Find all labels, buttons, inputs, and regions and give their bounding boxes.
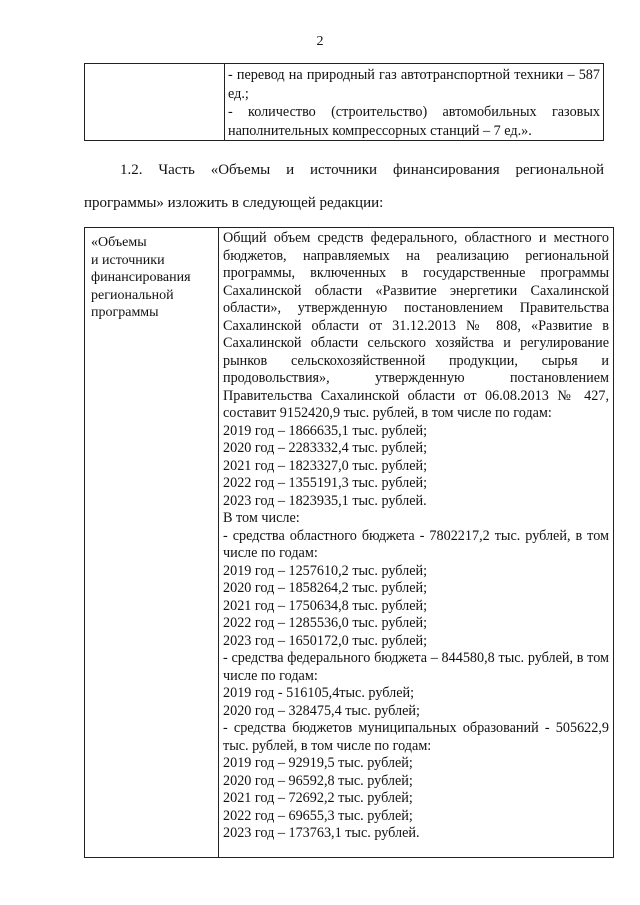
regional-year-line: 2023 год – 1650172,0 тыс. рублей; <box>223 632 428 649</box>
federal-year-line: 2020 год – 328475,4 тыс. рублей; <box>223 702 420 719</box>
total-financing-text: Общий объем средств федерального, областного и местного бюджетов, направляемых на реализацию региональной программы, включенных в государственные программы Сахалинской области «Развитие энергетики Сахалинской области», утвержденную постановлением Правительства Сахалинской области от 31.12.2013 № 808, «Развитие в Сахалинской области сельского хозяйства и регулирование рынков сельскохозяйственной продукции, сырья и продовольствия», утвержденную постановлением Правительства Сахалинской области от 06.08.2013 № 427, составит 9152420,9 тыс. рублей, в том числе по годам: <box>223 230 609 421</box>
top-table-item: - перевод на природный газ автотранспортной техники – 587 ед.; <box>228 67 600 102</box>
federal-year-line: 2019 год - 516105,4тыс. рублей; <box>223 685 415 701</box>
total-year-line: 2019 год – 1866635,1 тыс. рублей; <box>223 422 428 439</box>
financing-table-content-cell <box>219 228 613 857</box>
total-year-line: 2022 год – 1355191,3 тыс. рублей; <box>223 475 428 491</box>
in-that-label: В том числе: <box>223 510 300 526</box>
financing-table-label-cell <box>85 228 219 857</box>
top-table-left-cell <box>85 64 225 140</box>
regional-year-line: 2020 год – 1858264,2 тыс. рублей; <box>223 580 428 596</box>
regional-year-line: 2019 год – 1257610,2 тыс. рублей; <box>223 562 428 579</box>
municipal-year-line: 2022 год – 69655,3 тыс. рублей; <box>223 807 413 824</box>
federal-budget-text: - средства федерального бюджета – 844580,8 тыс. рублей, в том числе по годам: <box>223 650 609 684</box>
amendment-paragraph: 1.2. Часть «Объемы и источники финансирования региональной программы» изложить в следующей редакции: <box>84 162 604 211</box>
page-number: 2 <box>316 34 324 49</box>
regional-year-line: 2022 год – 1285536,0 тыс. рублей; <box>223 615 428 631</box>
municipal-year-line: 2023 год – 173763,1 тыс. рублей. <box>223 825 420 841</box>
financing-table <box>84 227 614 858</box>
label-line: финансирования <box>91 270 191 285</box>
municipal-budget-text: - средства бюджетов муниципальных образований - 505622,9 тыс. рублей, в том числе по годам: <box>223 720 609 754</box>
label-line: программы <box>91 305 159 320</box>
top-table-item: - количество (строительство) автомобильных газовых наполнительных компрессорных станций – 7 ед.». <box>228 104 600 139</box>
municipal-year-line: 2020 год – 96592,8 тыс. рублей; <box>223 772 413 789</box>
total-year-line: 2021 год – 1823327,0 тыс. рублей; <box>223 457 428 474</box>
municipal-year-line: 2021 год – 72692,2 тыс. рублей; <box>223 790 413 806</box>
top-table-right-cell <box>225 64 603 140</box>
total-year-line: 2020 год – 2283332,4 тыс. рублей; <box>223 440 428 456</box>
label-line: «Объемы <box>91 235 147 250</box>
label-line: и источники <box>91 252 165 268</box>
total-year-line: 2023 год – 1823935,1 тыс. рублей. <box>223 492 427 509</box>
regional-budget-text: - средства областного бюджета - 7802217,2 тыс. рублей, в том числе по годам: <box>223 527 609 561</box>
regional-year-line: 2021 год – 1750634,8 тыс. рублей; <box>223 597 428 614</box>
top-table <box>84 63 604 141</box>
label-line: региональной <box>91 287 174 303</box>
municipal-year-line: 2019 год – 92919,5 тыс. рублей; <box>223 755 413 771</box>
